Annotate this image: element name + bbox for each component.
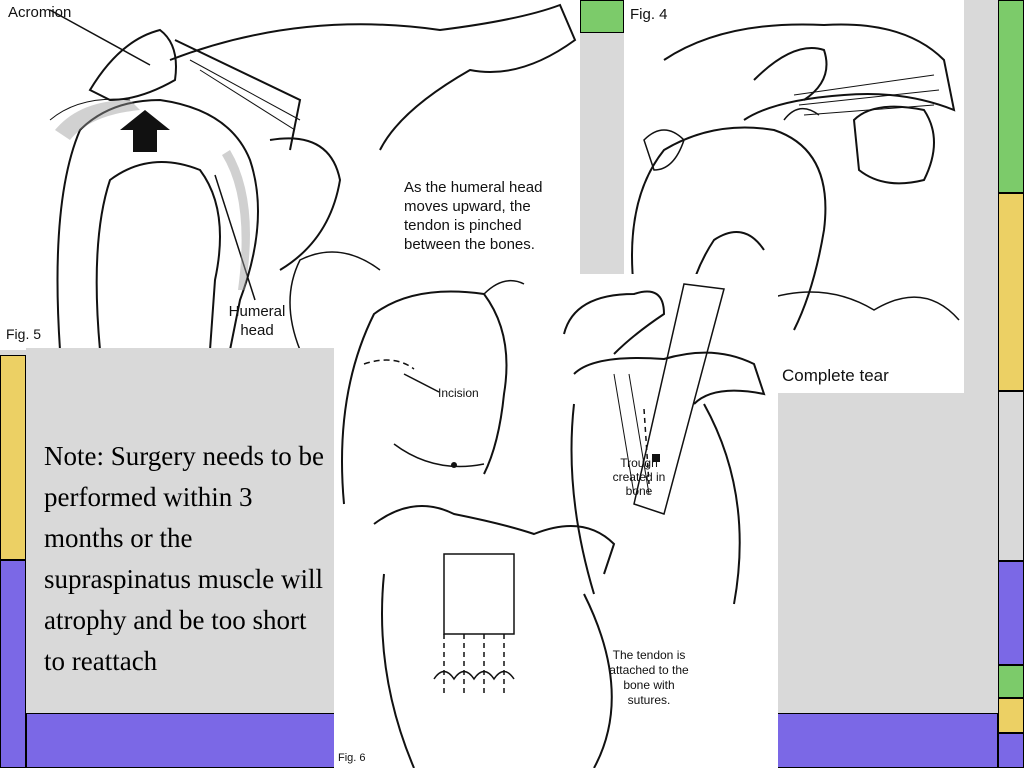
fig6-tendon-caption bbox=[604, 648, 694, 708]
top-green-strip bbox=[580, 0, 624, 33]
surgery-note-text: Note: Surgery needs to be performed within 3 months or the supraspinatus muscle will atrophy and be too short to reattach bbox=[44, 441, 324, 676]
fig5-caption-line: between the bones. bbox=[404, 236, 535, 253]
right-green-strip-bottom bbox=[998, 665, 1024, 698]
fig5-label: Fig. 5 bbox=[6, 326, 42, 342]
fig4-label: Fig. 4 bbox=[630, 6, 668, 23]
right-yellow-strip bbox=[998, 193, 1024, 391]
trough-label-line: created in bbox=[612, 470, 666, 484]
fig5-caption-line: tendon is pinched bbox=[404, 217, 522, 234]
upward-arrow-icon bbox=[120, 110, 170, 152]
tendon-caption-line: sutures. bbox=[627, 693, 671, 707]
fig6-trough-label bbox=[604, 456, 674, 498]
tendon-caption-line: The tendon is bbox=[612, 648, 686, 662]
fig4-complete-tear-caption: Complete tear bbox=[782, 366, 889, 385]
humeral-label-line: Humeral bbox=[228, 303, 286, 320]
fig5-caption bbox=[404, 178, 542, 254]
humeral-label-line: head bbox=[240, 322, 274, 339]
fig6-incision-label: Incision bbox=[438, 386, 479, 400]
fig6-illustration bbox=[334, 274, 778, 768]
fig5-caption-line: moves upward, the bbox=[404, 198, 531, 215]
right-purple-strip bbox=[998, 561, 1024, 665]
fig5-caption-line: As the humeral head bbox=[404, 179, 543, 196]
right-purple-strip-bottom bbox=[998, 733, 1024, 768]
left-purple-strip bbox=[0, 560, 26, 768]
tendon-caption-line: bone with bbox=[623, 678, 675, 692]
fig5-acromion-label: Acromion bbox=[8, 4, 72, 21]
left-yellow-strip bbox=[0, 355, 26, 560]
fig5-humeral-head-label bbox=[222, 302, 292, 340]
fig6-panel bbox=[334, 274, 778, 768]
fig6-label: Fig. 6 bbox=[338, 752, 366, 764]
trough-label-line: bone bbox=[625, 484, 653, 498]
right-gray-strip bbox=[998, 391, 1024, 561]
right-yellow-strip-bottom bbox=[998, 698, 1024, 733]
right-green-strip-top bbox=[998, 0, 1024, 193]
trough-label-line: Trough bbox=[620, 456, 658, 470]
tendon-caption-line: attached to the bbox=[609, 663, 689, 677]
